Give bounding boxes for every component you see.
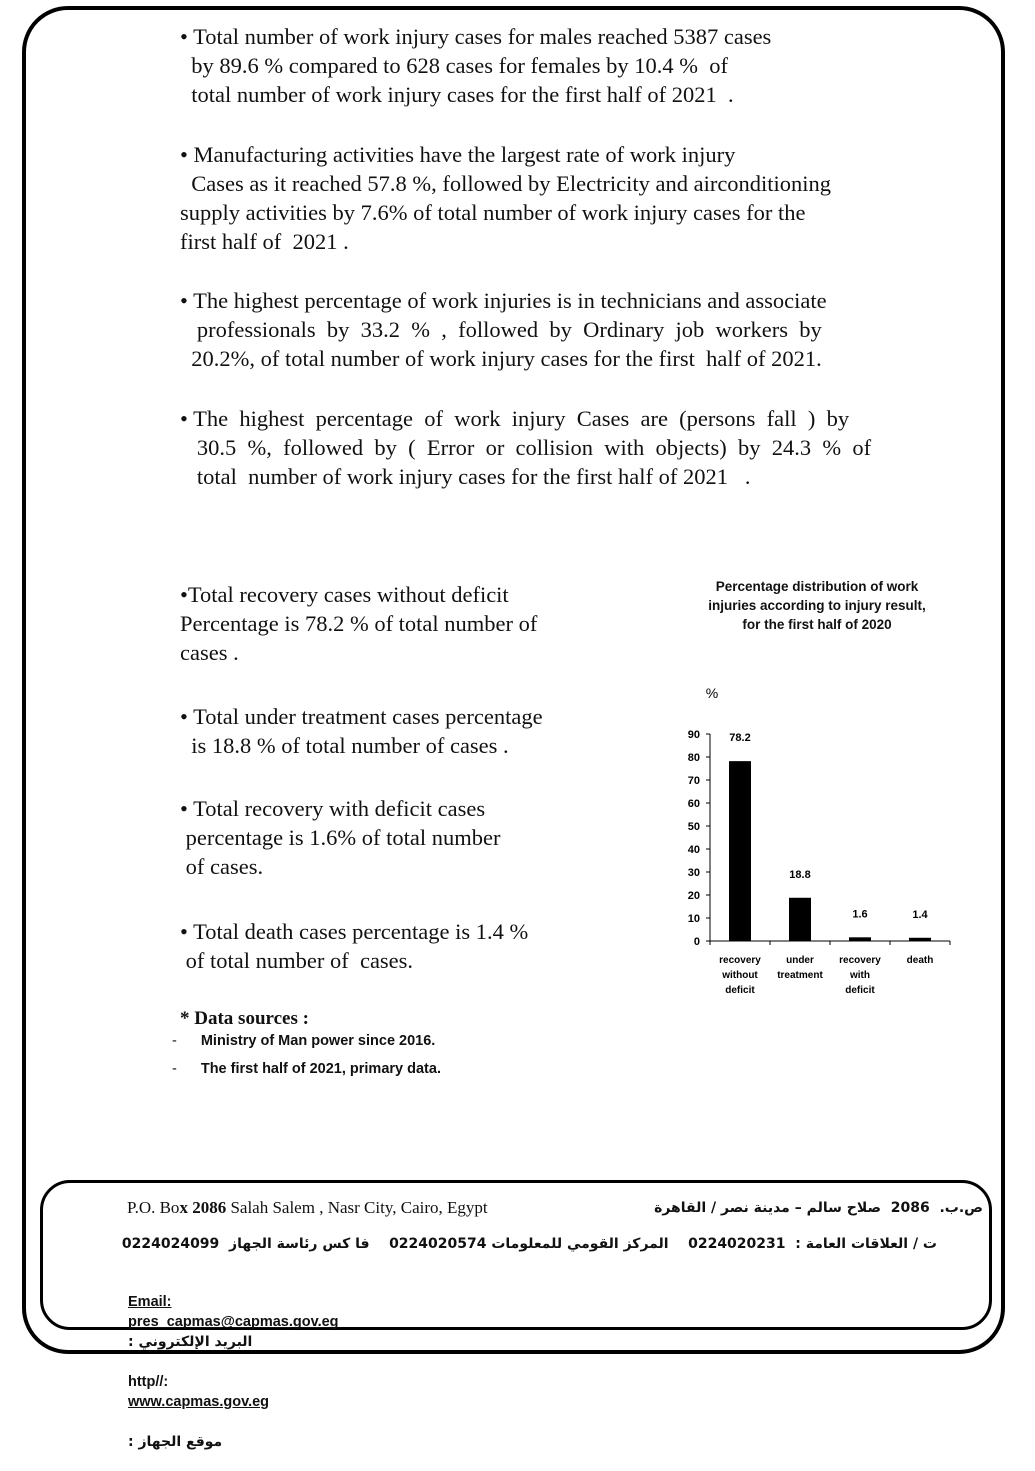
- bullet-line: total number of work injury cases for the first half of 2021 .: [180, 82, 734, 107]
- bar: [909, 938, 931, 941]
- y-axis-unit-label: %: [705, 685, 719, 701]
- footer-contact-box: [40, 1180, 992, 1450]
- bar-chart: [670, 680, 990, 1010]
- bar: [789, 898, 811, 941]
- bullet-line: total number of work injury cases for the first half of 2021 .: [180, 464, 751, 489]
- y-tick-label: 50: [687, 821, 700, 833]
- email-label-arabic: البريد الإلكتروني :: [128, 1334, 253, 1350]
- category-label: treatment: [777, 970, 823, 981]
- bullet-line: 20.2%, of total number of work injury cases for the first half of 2021.: [180, 346, 822, 371]
- category-label: death: [906, 955, 934, 966]
- data-label: 1.6: [852, 908, 868, 921]
- data-source-text: The first half of 2021, primary data.: [200, 1061, 441, 1077]
- bullet-line: • Total under treatment cases percentage: [180, 704, 543, 729]
- email-link[interactable]: pres_capmas@capmas.gov.eg: [128, 1314, 339, 1330]
- data-source-text: Ministry of Man power since 2016.: [200, 1033, 436, 1049]
- website-link[interactable]: www.capmas.gov.eg: [128, 1394, 270, 1410]
- bullet-line: • The highest percentage of work injury Cases are (persons fall ) by: [180, 406, 850, 431]
- bullet-line: first half of 2021 .: [180, 229, 349, 254]
- y-tick-label: 30: [687, 867, 700, 879]
- address-arabic: ص.ب. 2086 صلاح سالم – مدينة نصر / القاهرة: [654, 1200, 983, 1216]
- y-tick-label: 0: [693, 936, 700, 948]
- chart-title-line: injuries according to injury result,: [708, 598, 926, 613]
- data-sources-heading: * Data sources :: [180, 1008, 309, 1029]
- bullet-line: of total number of cases.: [180, 948, 414, 973]
- data-source-item: [172, 1033, 435, 1049]
- bar: [849, 937, 871, 941]
- category-label: deficit: [725, 985, 755, 996]
- bullet-line: Percentage is 78.2 % of total number of: [180, 611, 538, 636]
- bullet-line: percentage is 1.6% of total number: [180, 825, 501, 850]
- po-box: x 2086: [179, 1198, 227, 1217]
- bullet-line: professionals by 33.2 % , followed by Ordinary job workers by: [180, 317, 822, 342]
- bullet-line: • Total number of work injury cases for males reached 5387 cases: [180, 24, 772, 49]
- bullet-recovery-with-deficit: [180, 794, 501, 881]
- category-label: without: [722, 970, 758, 981]
- y-tick-label: 80: [687, 752, 700, 764]
- bullet-recovery-without-deficit: [180, 580, 537, 667]
- data-source-item: [172, 1061, 441, 1077]
- address-rest: Salah Salem , Nasr City, Cairo, Egypt: [226, 1198, 488, 1217]
- address-english: [127, 1198, 488, 1218]
- chart-title-line: Percentage distribution of work: [715, 579, 919, 594]
- bar: [729, 761, 751, 941]
- bullet-line: is 18.8 % of total number of cases .: [180, 733, 509, 758]
- bullet-under-treatment: [180, 702, 543, 760]
- category-label: recovery: [719, 955, 761, 966]
- bullet-line: • Total death cases percentage is 1.4 %: [180, 919, 529, 944]
- y-tick-label: 60: [687, 798, 700, 810]
- category-label: deficit: [845, 985, 875, 996]
- list-dash: -: [172, 1061, 177, 1077]
- y-tick-label: 70: [687, 775, 700, 787]
- bullet-line: • Total recovery with deficit cases: [180, 796, 486, 821]
- phones-line: ت / العلاقات العامة : 0224020231 المركز القومي للمعلومات 0224020574 فا كس رئاسة الجهاز 0224024099: [121, 1236, 937, 1252]
- bullet-causes: [180, 404, 871, 491]
- bullet-line: • Manufacturing activities have the largest rate of work injury: [180, 142, 736, 167]
- bullet-line: • The highest percentage of work injuries is in technicians and associate: [180, 288, 827, 313]
- bullet-occupations: [180, 286, 827, 373]
- email-label: Email:: [128, 1294, 172, 1310]
- bullet-line: Cases as it reached 57.8 %, followed by Electricity and airconditioning: [180, 171, 832, 196]
- data-label: 18.8: [789, 868, 811, 881]
- category-label: recovery: [839, 955, 881, 966]
- chart-title-line: for the first half of 2020: [742, 617, 892, 632]
- y-tick-label: 20: [687, 890, 700, 902]
- bullet-activities: [180, 140, 831, 256]
- chart-title: [672, 577, 962, 634]
- bullet-gender: [180, 22, 771, 109]
- bullet-line: cases .: [180, 640, 239, 665]
- bullet-death: [180, 917, 528, 975]
- bullet-line: by 89.6 % compared to 628 cases for females by 10.4 % of: [180, 53, 728, 78]
- bullet-line: •Total recovery cases without deficit: [180, 582, 509, 607]
- data-label: 78.2: [729, 732, 751, 745]
- bullet-line: supply activities by 7.6% of total number of work injury cases for the: [180, 200, 806, 225]
- y-tick-label: 10: [687, 913, 700, 925]
- list-dash: -: [172, 1033, 177, 1049]
- category-label: with: [850, 970, 870, 981]
- bullet-line: 30.5 %, followed by ( Error or collision with objects) by 24.3 % of: [180, 435, 872, 460]
- y-tick-label: 40: [687, 844, 700, 856]
- web-prefix: http//:: [128, 1374, 169, 1390]
- web-label-arabic: موقع الجهاز :: [128, 1434, 223, 1450]
- y-tick-label: 90: [687, 729, 700, 741]
- data-label: 1.4: [912, 908, 928, 921]
- contact-links: [111, 1271, 339, 1471]
- bullet-line: of cases.: [180, 854, 264, 879]
- category-label: under: [786, 955, 814, 966]
- address-prefix: P.O. Bo: [127, 1198, 180, 1217]
